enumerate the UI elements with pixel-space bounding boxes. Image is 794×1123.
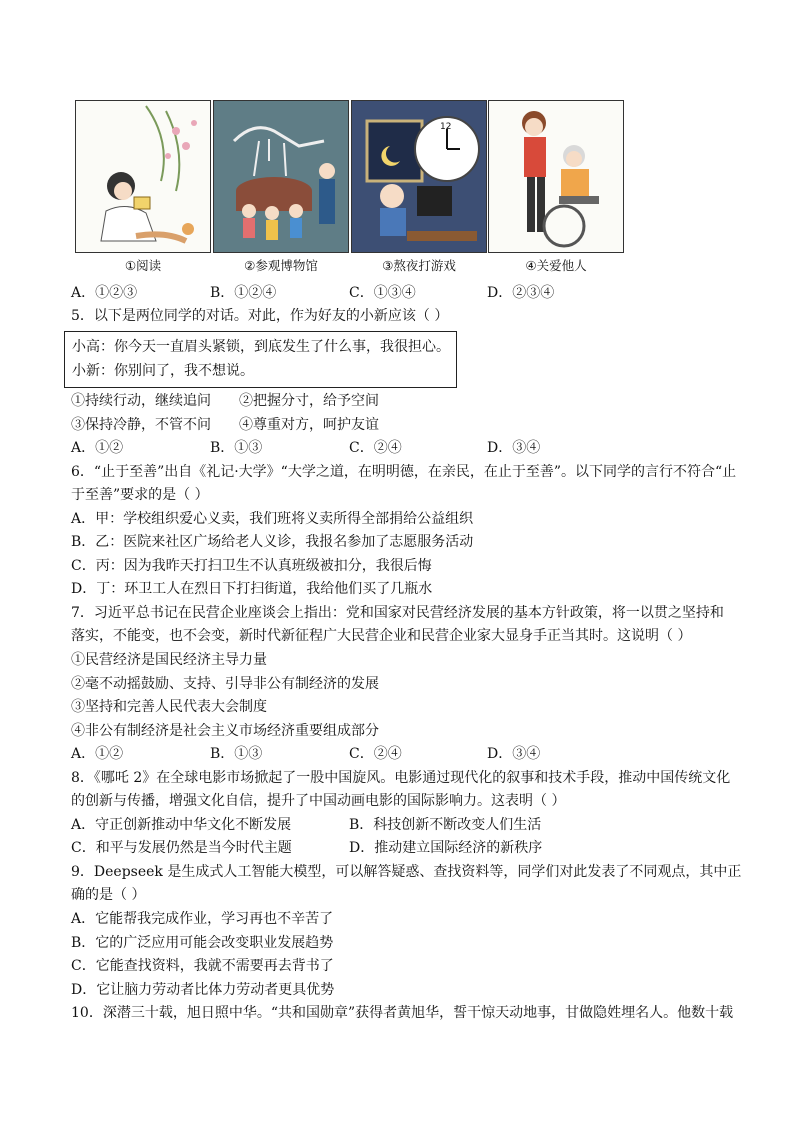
svg-text:12: 12 xyxy=(440,122,452,132)
option-a: A．甲：学校组织爱心义卖，我们班将义卖所得全部捐给公益组织 xyxy=(71,511,474,527)
option-c: C．丙：因为我昨天打扫卫生不认真班级被扣分，我很后悔 xyxy=(71,558,432,574)
option-d: D．③④ xyxy=(487,440,541,456)
question-9-stem: 确的是（ ） xyxy=(71,887,146,903)
option-d: D．③④ xyxy=(487,746,541,762)
picture-gaming xyxy=(351,100,487,253)
option-c: C．它能查找资料，我就不需要再去背书了 xyxy=(71,958,334,974)
question-9-stem: 9．Deepseek 是生成式人工智能大模型，可以解答疑惑、查找资料等，同学们对此发表了不同观点，其中正 xyxy=(71,864,742,880)
option-b: B．乙：医院来社区广场给老人义诊，我报名参加了志愿服务活动 xyxy=(71,534,474,550)
option-c: C．①③④ xyxy=(349,285,416,301)
statement-item: ①民营经济是国民经济主导力量 xyxy=(71,652,267,668)
picture-caption: ②参观博物馆 xyxy=(244,258,318,273)
question-8-stem: 8．《哪吒 2》在全球电影市场掀起了一股中国旋风。电影通过现代化的叙事和技术手段，推动中国传统文化 xyxy=(71,770,731,786)
option-b: B．科技创新不断改变人们生活 xyxy=(349,817,542,833)
option-c: C．②④ xyxy=(349,746,402,762)
option-a: A．它能帮我完成作业，学习再也不辛苦了 xyxy=(71,911,334,927)
statement-item: ④尊重对方，呵护友谊 xyxy=(239,417,379,433)
option-b: B．①②④ xyxy=(210,285,277,301)
statement-item: ③保持冷静，不管不问 xyxy=(71,417,211,433)
question-7-stem: 7．习近平总书记在民营企业座谈会上指出：党和国家对民营经济发展的基本方针政策，将一以贯之坚持和 xyxy=(71,605,724,621)
question-8-stem: 的创新与传播，增强文化自信，提升了中国动画电影的国际影响力。这表明（ ） xyxy=(71,793,566,809)
question-5-stem: 5．以下是两位同学的对话。对此，作为好友的小新应该（ ） xyxy=(71,308,449,324)
picture-reading xyxy=(75,100,211,253)
option-a: A．守正创新推动中华文化不断发展 xyxy=(71,817,292,833)
question-7-stem: 落实，不能变，也不会变，新时代新征程广大民营企业和民营企业家大显身手正当其时。这说明（ ） xyxy=(71,628,692,644)
statement-item: ②毫不动摇鼓励、支持、引导非公有制经济的发展 xyxy=(71,676,379,692)
option-a: A．①② xyxy=(71,440,124,456)
picture-caring xyxy=(488,100,624,253)
picture-caption: ④关爱他人 xyxy=(525,258,587,273)
option-d: D．推动建立国际经济的新秩序 xyxy=(349,840,543,856)
girl-reading-icon xyxy=(76,101,210,252)
statement-item: ①持续行动，继续追问 xyxy=(71,393,211,409)
option-d: D．②③④ xyxy=(487,285,555,301)
option-a: A．①② xyxy=(71,746,124,762)
question-6-stem: 6．“止于至善”出自《礼记·大学》“大学之道，在明明德，在亲民，在止于至善”。以下同学的言行不符合“止 xyxy=(71,464,737,480)
option-c: C．和平与发展仍然是当今时代主题 xyxy=(71,840,292,856)
late-night-gaming-icon xyxy=(352,101,486,252)
statement-item: ②把握分寸，给予空间 xyxy=(239,393,379,409)
caring-elderly-icon xyxy=(489,101,623,252)
picture-caption: ①阅读 xyxy=(124,258,162,273)
museum-dinosaur-icon xyxy=(214,101,348,252)
picture-caption: ③熬夜打游戏 xyxy=(382,258,456,273)
option-d: D．丁：环卫工人在烈日下打扫街道，我给他们买了几瓶水 xyxy=(71,581,433,597)
picture-museum xyxy=(213,100,349,253)
option-a: A．①②③ xyxy=(71,285,138,301)
question-10-stem: 10．深潜三十载，旭日照中华。“共和国勋章”获得者黄旭华，誓干惊天动地事，甘做隐姓埋名人。他数十载 xyxy=(71,1005,734,1021)
option-b: B．它的广泛应用可能会改变职业发展趋势 xyxy=(71,935,334,951)
question-6-stem: 于至善”要求的是（ ） xyxy=(71,487,209,503)
statement-item: ④非公有制经济是社会主义市场经济重要组成部分 xyxy=(71,723,379,739)
dialog-box xyxy=(64,331,457,388)
option-d: D．它让脑力劳动者比体力劳动者更具优势 xyxy=(71,982,335,998)
option-b: B．①③ xyxy=(210,746,263,762)
option-c: C．②④ xyxy=(349,440,402,456)
option-b: B．①③ xyxy=(210,440,263,456)
dialog-line: 小高：你今天一直眉头紧锁，到底发生了什么事，我很担心。 xyxy=(72,339,450,355)
statement-item: ③坚持和完善人民代表大会制度 xyxy=(71,699,267,715)
dialog-line: 小新：你别问了，我不想说。 xyxy=(72,363,254,379)
